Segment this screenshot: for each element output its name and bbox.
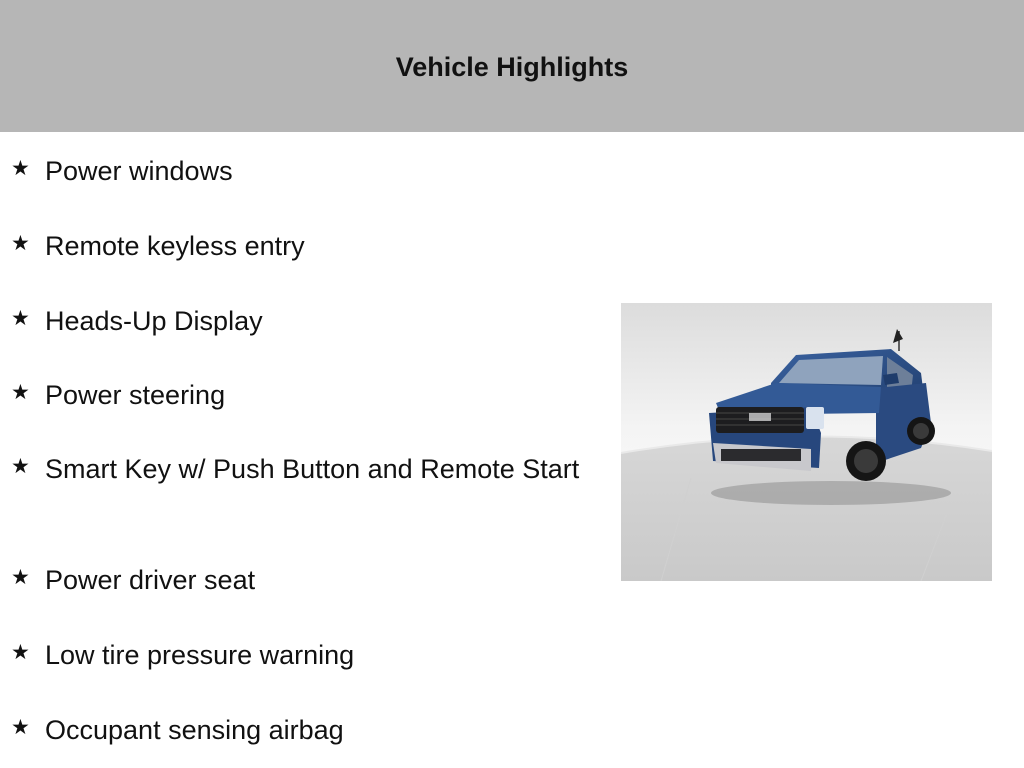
star-icon: ★ <box>11 232 30 255</box>
star-icon: ★ <box>11 157 30 180</box>
star-icon: ★ <box>11 307 30 330</box>
highlight-label: Low tire pressure warning <box>45 640 355 670</box>
vehicle-photo <box>621 303 992 581</box>
star-icon: ★ <box>11 716 30 739</box>
highlight-label: Remote keyless entry <box>45 231 305 261</box>
highlight-label: Power steering <box>45 380 226 410</box>
star-icon: ★ <box>11 641 30 664</box>
header-bar <box>0 0 1024 132</box>
star-icon: ★ <box>11 381 30 404</box>
highlight-label: Power windows <box>45 156 233 186</box>
highlight-label: Power driver seat <box>45 565 256 595</box>
star-icon: ★ <box>11 566 30 589</box>
highlight-label: Heads-Up Display <box>45 306 263 336</box>
star-icon: ★ <box>11 455 30 478</box>
highlight-label: Occupant sensing airbag <box>45 715 344 745</box>
page-title: Vehicle Highlights <box>395 51 629 82</box>
highlight-label: Smart Key w/ Push Button and Remote Start <box>45 454 580 484</box>
